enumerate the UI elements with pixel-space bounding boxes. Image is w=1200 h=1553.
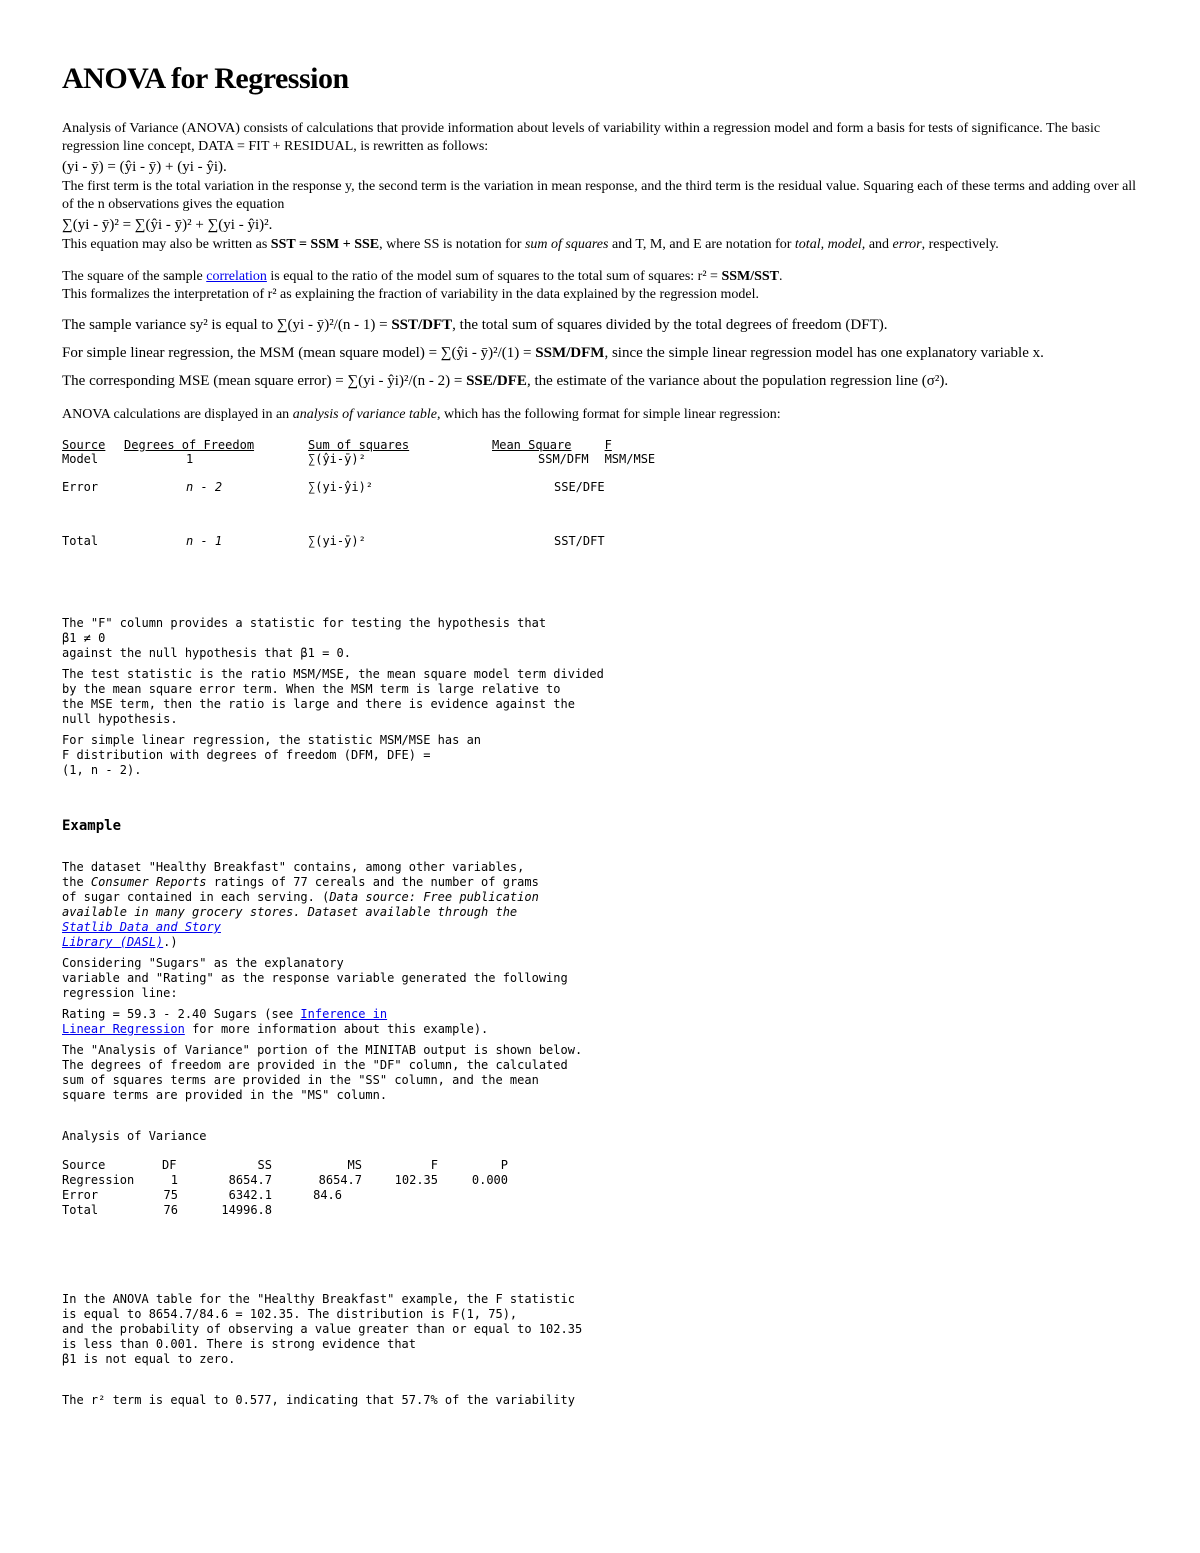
table-row: Model 1 ∑(ŷi-ȳ)² SSM/DFM MSM/MSE [62, 452, 656, 466]
f-test-explanation: The "F" column provides a statistic for testing the hypothesis that β1 ≠ 0 against the null hypothesis that β1 = 0. The test statistic is the ratio MSM/MSE, the mean square model term divided by the mean square error term. When the MSM term is large relative to the MSE term, then the ratio is large and there is evidence against the null hypothesis. For simple linear regression, the statistic MSM/MSE has an F distribution with degrees of freedom (DFM, DFE) = (1, n - 2). [62, 616, 604, 777]
sum-of-squares-equation: ∑(yi - ȳ)² = ∑(ŷi - ȳ)² + ∑(yi - ŷi)². [62, 217, 273, 233]
minitab-output [62, 1129, 1138, 1218]
dasl-link-continued[interactable]: Library (DASL) [62, 935, 164, 949]
msm-paragraph: For simple linear regression, the MSM (mean square model) = ∑(ŷi - ȳ)²/(1) = SSM/DFM, since the simple linear regression model has one explanatory variable x. [62, 345, 1044, 361]
squaring-paragraph: The first term is the total variation in the response y, the second term is the variation in mean response, and the third term is the residual value. Squaring each of these terms and adding over all of the n observations gives the equation [62, 179, 1137, 212]
minitab-header-row: Source DF SS MS F P [62, 1158, 508, 1172]
example-heading: Example [62, 818, 122, 834]
minitab-anova-table [62, 1158, 508, 1218]
intro-paragraph: Analysis of Variance (ANOVA) consists of calculations that provide information about levels of variability within a regression model and form a basis for tests of significance. The basic regression line concept, DATA = FIT + RESIDUAL, is rewritten as follows: [62, 121, 1101, 154]
anova-format-table [62, 438, 695, 562]
example-description: The dataset "Healthy Breakfast" contains, among other variables, the Consumer Reports ratings of 77 cereals and the number of grams of sugar contained in each serving. (Data source: Free publication available in many grocery stores. Dataset available through the Statlib Data and Story Library (DASL).) Considering "Sugars" as the explanatory variable and "Rating" as the response variable generated the following regression line: Rating = 59.3 - 2.40 Sugars (see Inference in Linear Regression for more information about this example). The "Analysis of Variance" portion of the MINITAB output is shown below. The degrees of freedom are provided in the "DF" column, the calculated sum of squares terms are provided in the "SS" column, and the mean square terms are provided in the "MS" column. [62, 860, 583, 1102]
decomposition-equation: (yi - ȳ) = (ŷi - ȳ) + (yi - ŷi). [62, 159, 227, 175]
header-source: Source [62, 438, 106, 452]
table-row: Regression 1 8654.7 8654.7 102.35 0.000 [62, 1173, 508, 1187]
document-page [62, 62, 1138, 1408]
table-row: Error n - 2 ∑(yi-ŷi)² SSE/DFE [62, 480, 605, 494]
sst-paragraph: This equation may also be written as SST = SSM + SSE, where SS is notation for sum of squares and T, M, and E are notation for total, model, and error, respectively. [62, 237, 999, 252]
dasl-link[interactable]: Statlib Data and Story [62, 920, 221, 934]
page-title: ANOVA for Regression [62, 62, 349, 95]
header-sum-of-squares: Sum of squares [308, 438, 410, 452]
table-row: Error 75 6342.1 84.6 [62, 1188, 342, 1202]
inference-link[interactable]: Inference in [300, 1007, 388, 1021]
header-degrees-of-freedom: Degrees of Freedom [124, 438, 255, 452]
minitab-title: Analysis of Variance [62, 1129, 207, 1143]
correlation-link[interactable]: correlation [206, 269, 267, 284]
conclusion-text: In the ANOVA table for the "Healthy Breakfast" example, the F statistic is equal to 8654.7/84.6 = 102.35. The distribution is F(1, 75), and the probability of observing a value greater than or equal to 102.35 is less than 0.001. There is strong evidence that β1 is not equal to zero. The r² term is equal to 0.577, indicating that 57.7% of the variability [62, 1292, 583, 1407]
anova-table-intro: ANOVA calculations are displayed in an analysis of variance table, which has the following format for simple linear regression: [62, 407, 781, 422]
table-row: Total n - 1 ∑(yi-ȳ)² SST/DFT [62, 534, 605, 548]
header-mean-square: Mean Square [492, 438, 572, 452]
inference-link-continued[interactable]: Linear Regression [62, 1022, 185, 1036]
r-squared-paragraph: The square of the sample correlation is equal to the ratio of the model sum of squares to the total sum of squares: r² = SSM/SST. [62, 269, 783, 284]
sample-variance-paragraph: The sample variance sy² is equal to ∑(yi - ȳ)²/(n - 1) = SST/DFT, the total sum of squares divided by the total degrees of freedom (DFT). [62, 317, 888, 333]
table-row: Total 76 14996.8 [62, 1203, 272, 1217]
header-f: F [604, 438, 612, 452]
r-squared-interpretation: This formalizes the interpretation of r² as explaining the fraction of variability in the data explained by the regression model. [62, 287, 759, 302]
mse-paragraph: The corresponding MSE (mean square error) = ∑(yi - ŷi)²/(n - 2) = SSE/DFE, the estimate of the variance about the population regression line (σ²). [62, 373, 949, 389]
anova-format-header-row [62, 438, 695, 452]
